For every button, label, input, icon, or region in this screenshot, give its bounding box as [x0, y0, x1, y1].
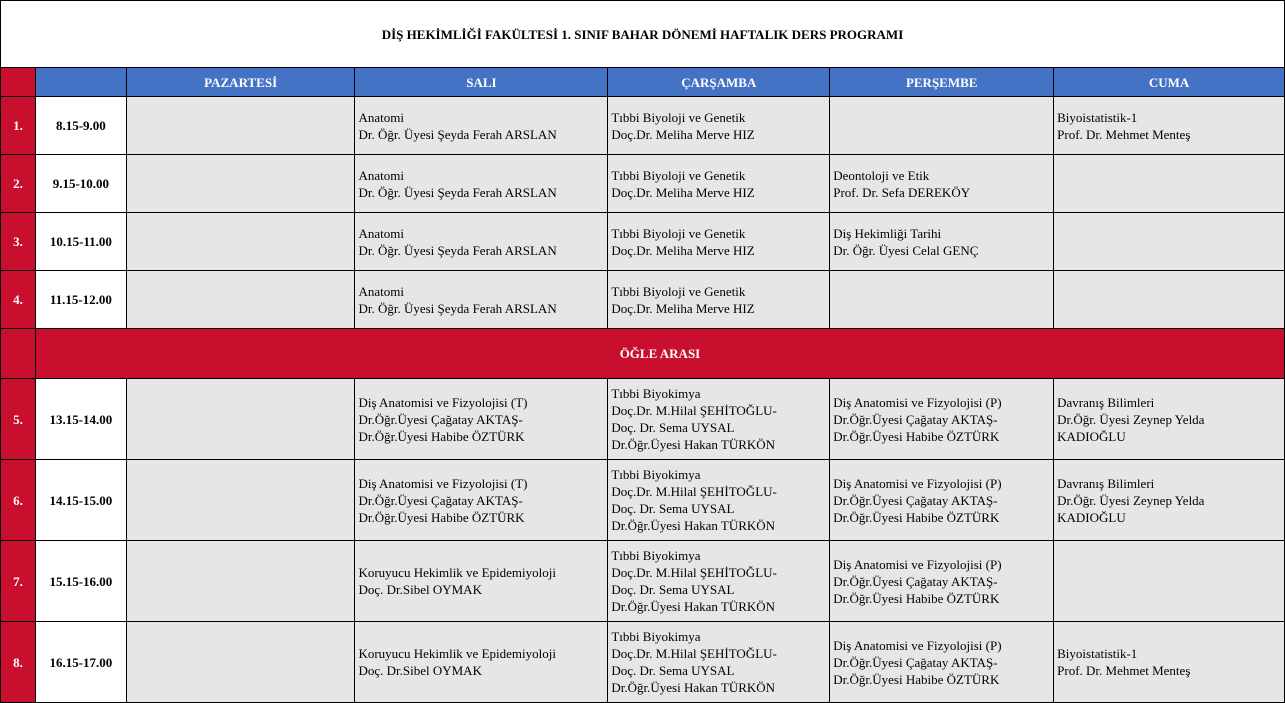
course-name: Anatomi [358, 225, 404, 241]
schedule-row [1, 541, 1285, 622]
course-cell-wednesday [608, 155, 830, 213]
period-number: 6. [1, 460, 36, 541]
course-cell-thursday [830, 271, 1054, 329]
course-cell-wednesday [608, 541, 830, 622]
period-time: 15.15-16.00 [35, 541, 126, 622]
period-time: 14.15-15.00 [35, 460, 126, 541]
course-name: Tıbbi Biyoloji ve Genetik [611, 167, 746, 183]
course-name: Tıbbi Biyoloji ve Genetik [611, 225, 746, 241]
instructor-name: Prof. Dr. Sefa DEREKÖY [833, 184, 971, 200]
instructor-name: Dr.Öğr.Üyesi Hakan TÜRKÖN [611, 680, 776, 695]
course-name: Biyoistatistik-1 [1057, 646, 1138, 661]
instructor-name: Dr.Öğr.Üyesi Çağatay AKTAŞ- [358, 492, 523, 508]
instructor-name: Dr.Öğr.Üyesi Hakan TÜRKÖN [611, 599, 776, 614]
course-cell-thursday [830, 460, 1054, 541]
course-cell-tuesday [355, 271, 608, 329]
instructor-name: Dr.Öğr.Üyesi Habibe ÖZTÜRK [833, 590, 1000, 606]
course-cell-wednesday [608, 271, 830, 329]
instructor-name: Dr.Öğr.Üyesi Habibe ÖZTÜRK [358, 509, 525, 525]
header-day-thursday: PERŞEMBE [830, 68, 1054, 97]
period-time: 11.15-12.00 [35, 271, 126, 329]
period-time: 13.15-14.00 [35, 379, 126, 460]
course-cell-friday [1054, 155, 1285, 213]
instructor-name: Doç.Dr. M.Hilal ŞEHİTOĞLU- [611, 646, 777, 661]
header-day-wednesday: ÇARŞAMBA [608, 68, 830, 97]
course-name: Koruyucu Hekimlik ve Epidemiyoloji [358, 646, 556, 661]
instructor-name: KADIOĞLU [1057, 509, 1126, 525]
period-number: 1. [1, 97, 36, 155]
instructor-name: Doç.Dr. Meliha Merve HIZ [611, 184, 755, 200]
instructor-name: Dr.Öğr.Üyesi Hakan TÜRKÖN [611, 437, 776, 452]
course-name: Diş Anatomisi ve Fizyolojisi (T) [358, 394, 528, 410]
course-cell-tuesday [355, 155, 608, 213]
instructor-name: Dr.Öğr.Üyesi Çağatay AKTAŞ- [358, 411, 523, 427]
period-number: 2. [1, 155, 36, 213]
course-cell-monday [126, 460, 355, 541]
course-cell-tuesday [355, 460, 608, 541]
course-cell-thursday [830, 622, 1054, 703]
schedule-row [1, 155, 1285, 213]
course-name: Tıbbi Biyokimya [611, 467, 701, 482]
course-cell-friday [1054, 541, 1285, 622]
schedule-row [1, 97, 1285, 155]
course-cell-friday [1054, 460, 1285, 541]
course-cell-thursday [830, 213, 1054, 271]
course-cell-tuesday [355, 379, 608, 460]
period-number: 3. [1, 213, 36, 271]
instructor-name: Doç. Dr.Sibel OYMAK [358, 663, 482, 678]
course-cell-wednesday [608, 97, 830, 155]
header-row [1, 68, 1285, 97]
course-name: Diş Anatomisi ve Fizyolojisi (T) [358, 475, 528, 491]
page-title: DİŞ HEKİMLİĞİ FAKÜLTESİ 1. SINIF BAHAR DÖNEMİ HAFTALIK DERS PROGRAMI [1, 1, 1285, 68]
course-cell-friday [1054, 622, 1285, 703]
course-name: Anatomi [358, 167, 404, 183]
course-name: Tıbbi Biyokimya [611, 629, 701, 644]
course-cell-monday [126, 379, 355, 460]
instructor-name: Dr. Öğr. Üyesi Şeyda Ferah ARSLAN [358, 184, 557, 200]
instructor-name: Dr. Öğr. Üyesi Şeyda Ferah ARSLAN [358, 126, 557, 142]
period-number: 8. [1, 622, 36, 703]
instructor-name: Dr.Öğr.Üyesi Çağatay AKTAŞ- [833, 654, 998, 670]
period-time: 10.15-11.00 [35, 213, 126, 271]
lunch-break-label: ÖĞLE ARASI [35, 329, 1284, 379]
schedule-row [1, 460, 1285, 541]
instructor-name: Dr.Öğr.Üyesi Çağatay AKTAŞ- [833, 411, 998, 427]
course-name: Diş Anatomisi ve Fizyolojisi (P) [833, 475, 1002, 491]
period-number: 7. [1, 541, 36, 622]
instructor-name: Dr.Öğr.Üyesi Habibe ÖZTÜRK [833, 509, 1000, 525]
instructor-name: Prof. Dr. Mehmet Menteş [1057, 126, 1191, 142]
lunch-number-cell [1, 329, 36, 379]
schedule-row [1, 213, 1285, 271]
course-cell-thursday [830, 379, 1054, 460]
course-name: Koruyucu Hekimlik ve Epidemiyoloji [358, 565, 556, 580]
period-time: 9.15-10.00 [35, 155, 126, 213]
course-cell-thursday [830, 541, 1054, 622]
course-name: Tıbbi Biyokimya [611, 548, 701, 563]
course-name: Diş Anatomisi ve Fizyolojisi (P) [833, 637, 1002, 653]
period-time: 8.15-9.00 [35, 97, 126, 155]
instructor-name: Dr.Öğr.Üyesi Hakan TÜRKÖN [611, 518, 776, 533]
course-name: Anatomi [358, 283, 404, 299]
course-name: Deontoloji ve Etik [833, 167, 930, 183]
course-cell-wednesday [608, 622, 830, 703]
instructor-name: Dr.Öğr. Üyesi Zeynep Yelda [1057, 492, 1205, 508]
course-cell-tuesday [355, 213, 608, 271]
instructor-name: Dr.Öğr.Üyesi Çağatay AKTAŞ- [833, 492, 998, 508]
course-cell-wednesday [608, 460, 830, 541]
instructor-name: Doç.Dr. Meliha Merve HIZ [611, 126, 755, 142]
course-cell-monday [126, 622, 355, 703]
schedule-row [1, 271, 1285, 329]
instructor-name: Dr. Öğr. Üyesi Şeyda Ferah ARSLAN [358, 242, 557, 258]
course-cell-tuesday [355, 97, 608, 155]
course-cell-wednesday [608, 213, 830, 271]
instructor-name: Doç. Dr. Sema UYSAL [611, 663, 735, 678]
course-name: Diş Anatomisi ve Fizyolojisi (P) [833, 556, 1002, 572]
course-name: Davranış Bilimleri [1057, 475, 1155, 491]
instructor-name: Doç.Dr. Meliha Merve HIZ [611, 300, 755, 316]
instructor-name: Doç.Dr. Meliha Merve HIZ [611, 242, 755, 258]
course-name: Anatomi [358, 109, 404, 125]
course-cell-friday [1054, 379, 1285, 460]
course-cell-monday [126, 213, 355, 271]
header-day-friday: CUMA [1054, 68, 1285, 97]
course-name: Tıbbi Biyokimya [611, 386, 701, 401]
header-corner [1, 68, 36, 97]
header-day-tuesday: SALI [355, 68, 608, 97]
instructor-name: Doç. Dr. Sema UYSAL [611, 501, 735, 516]
schedule-row [1, 379, 1285, 460]
instructor-name: Dr. Öğr. Üyesi Celal GENÇ [833, 242, 979, 258]
course-cell-tuesday [355, 622, 608, 703]
period-number: 4. [1, 271, 36, 329]
course-cell-tuesday [355, 541, 608, 622]
course-cell-friday [1054, 97, 1285, 155]
course-cell-monday [126, 155, 355, 213]
instructor-name: Dr. Öğr. Üyesi Şeyda Ferah ARSLAN [358, 300, 557, 316]
lunch-row [1, 329, 1285, 379]
instructor-name: Doç. Dr. Sema UYSAL [611, 420, 735, 435]
title-row [1, 1, 1285, 68]
course-cell-thursday [830, 97, 1054, 155]
course-cell-thursday [830, 155, 1054, 213]
instructor-name: Prof. Dr. Mehmet Menteş [1057, 663, 1191, 678]
course-cell-friday [1054, 213, 1285, 271]
period-time: 16.15-17.00 [35, 622, 126, 703]
schedule-row [1, 622, 1285, 703]
course-name: Tıbbi Biyoloji ve Genetik [611, 109, 746, 125]
course-name: Diş Hekimliği Tarihi [833, 225, 942, 241]
instructor-name: Doç. Dr. Sema UYSAL [611, 582, 735, 597]
course-cell-monday [126, 541, 355, 622]
instructor-name: Doç.Dr. M.Hilal ŞEHİTOĞLU- [611, 484, 777, 499]
instructor-name: Dr.Öğr.Üyesi Çağatay AKTAŞ- [833, 573, 998, 589]
course-name: Davranış Bilimleri [1057, 394, 1155, 410]
course-name: Diş Anatomisi ve Fizyolojisi (P) [833, 394, 1002, 410]
course-cell-monday [126, 271, 355, 329]
instructor-name: KADIOĞLU [1057, 428, 1126, 444]
instructor-name: Dr.Öğr.Üyesi Habibe ÖZTÜRK [833, 428, 1000, 444]
course-name: Tıbbi Biyoloji ve Genetik [611, 283, 746, 299]
course-cell-monday [126, 97, 355, 155]
instructor-name: Dr.Öğr. Üyesi Zeynep Yelda [1057, 411, 1205, 427]
header-day-monday: PAZARTESİ [126, 68, 355, 97]
course-cell-wednesday [608, 379, 830, 460]
course-cell-friday [1054, 271, 1285, 329]
course-name: Biyoistatistik-1 [1057, 109, 1138, 125]
instructor-name: Doç. Dr.Sibel OYMAK [358, 582, 482, 597]
header-time [35, 68, 126, 97]
period-number: 5. [1, 379, 36, 460]
instructor-name: Doç.Dr. M.Hilal ŞEHİTOĞLU- [611, 403, 777, 418]
instructor-name: Dr.Öğr.Üyesi Habibe ÖZTÜRK [358, 428, 525, 444]
instructor-name: Dr.Öğr.Üyesi Habibe ÖZTÜRK [833, 671, 1000, 687]
instructor-name: Doç.Dr. M.Hilal ŞEHİTOĞLU- [611, 565, 777, 580]
